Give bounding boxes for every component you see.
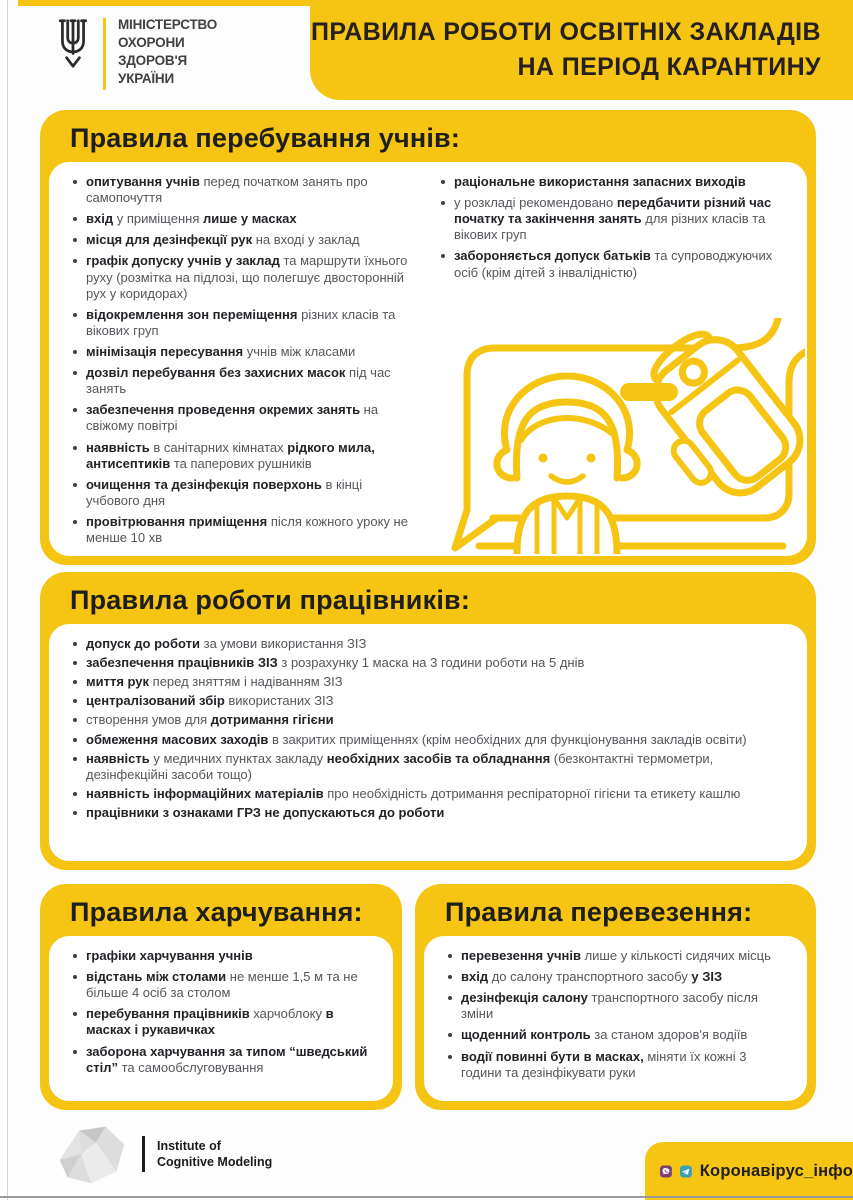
bullet-item: працівники з ознаками ГРЗ не допускаються до роботи	[69, 805, 787, 821]
bullet-item: вхід у приміщення лише у масках	[69, 211, 417, 227]
section-transport-title: Правила перевезення:	[445, 897, 753, 927]
page-title-line2: НА ПЕРІОД КАРАНТИНУ	[517, 53, 821, 81]
crumpled-paper-icon	[52, 1122, 130, 1186]
ministry-name-line: МІНІСТЕРСТВО	[118, 17, 218, 32]
section-food-body	[49, 936, 393, 1101]
bullet-item: наявність у медичних пунктах закладу необхідних засобів та обладнання (безконтактні термометри, дезінфекційні засоби тощо)	[69, 751, 787, 783]
institute-logo-divider	[142, 1136, 145, 1172]
bullet-item: опитування учнів перед початком занять про самопочуття	[69, 174, 417, 206]
transport-list	[444, 948, 787, 1081]
bullet-item: обмеження масових заходів в закритих приміщеннях (крім необхідних для функціонування закладів освіти)	[69, 732, 787, 748]
bullet-item: перевезення учнів лише у кількості сидячих місць	[444, 948, 787, 964]
ministry-name-line: УКРАЇНИ	[118, 71, 174, 87]
institute-name-line1: Institute of	[157, 1138, 221, 1153]
bullet-item: відокремлення зон переміщення різних класів та вікових груп	[69, 307, 417, 339]
students-list-left	[69, 174, 417, 548]
ministry-name	[118, 16, 217, 88]
food-list	[69, 948, 373, 1076]
bullet-item: дозвіл перебування без захисних масок під час занять	[69, 365, 417, 397]
section-workers-title: Правила роботи працівників:	[70, 585, 471, 615]
ministry-logo	[55, 16, 217, 90]
section-workers	[40, 572, 816, 870]
bullet-item: у розкладі рекомендовано передбачити різний час початку та закінчення занять для різних класів та вікових груп	[437, 195, 787, 243]
bullet-item: наявність в санітарних кімнатах рідкого мила, антисептиків та паперових рушників	[69, 440, 417, 472]
section-workers-body	[49, 624, 807, 861]
institute-name-line2: Cognitive Modeling	[157, 1155, 273, 1169]
logo-divider	[103, 18, 106, 90]
bullet-item: перебування працівників харчоблоку в масках і рукавичках	[69, 1006, 373, 1038]
viber-icon[interactable]	[660, 1158, 672, 1185]
bullet-item: графік допуску учнів у заклад та маршрути їхнього руху (розмітка на підлозі, що полегшує двосторонній рух у коридорах)	[69, 253, 417, 301]
section-food-title: Правила харчування:	[70, 897, 363, 927]
photo-left-edge	[7, 0, 8, 1200]
bullet-item: забезпечення працівників ЗІЗ з розрахунку 1 маска на 3 години роботи на 5 днів	[69, 655, 787, 671]
section-students	[40, 110, 816, 565]
bullet-item: дезінфекція салону транспортного засобу після зміни	[444, 990, 787, 1022]
institute-logo	[52, 1122, 272, 1186]
section-transport	[415, 884, 816, 1110]
bullet-item: графіки харчування учнів	[69, 948, 373, 964]
students-list-right	[437, 174, 787, 281]
channel-label: Коронавірус_інфо	[699, 1161, 853, 1180]
trident-icon	[55, 16, 91, 72]
girl-backpack-illustration	[433, 318, 805, 554]
section-students-title: Правила перебування учнів:	[70, 123, 461, 153]
bullet-item: допуск до роботи за умови використання ЗІЗ	[69, 636, 787, 652]
bullet-item: створення умов для дотримання гігієни	[69, 712, 787, 728]
title-banner	[310, 0, 853, 100]
bullet-item: провітрювання приміщення після кожного уроку не менше 10 хв	[69, 514, 417, 546]
bullet-item: місця для дезінфекції рук на вході у заклад	[69, 232, 417, 248]
institute-name	[157, 1138, 272, 1171]
section-students-body	[49, 162, 807, 556]
bullet-item: раціональне використання запасних виходів	[437, 174, 787, 190]
ministry-name-line: ЗДОРОВ'Я	[118, 53, 187, 69]
page-title-line1: ПРАВИЛА РОБОТИ ОСВІТНІХ ЗАКЛАДІВ	[311, 18, 821, 46]
channel-badge[interactable]	[645, 1142, 853, 1200]
bullet-item: мінімізація пересування учнів між класами	[69, 344, 417, 360]
photo-bottom-edge	[0, 1196, 853, 1198]
bullet-item: забезпечення проведення окремих занять на свіжому повітрі	[69, 402, 417, 434]
bullet-item: заборона харчування за типом “шведський стіл” та самообслуговування	[69, 1044, 373, 1076]
section-food	[40, 884, 402, 1110]
bullet-item: щоденний контроль за станом здоров'я водіїв	[444, 1027, 787, 1043]
bullet-item: очищення та дезінфекція поверхонь в кінці учбового дня	[69, 477, 417, 509]
workers-list	[69, 636, 787, 821]
section-transport-body	[424, 936, 807, 1101]
telegram-icon[interactable]	[680, 1158, 692, 1185]
bullet-item: централізований збір використаних ЗІЗ	[69, 693, 787, 709]
ministry-name-line: ОХОРОНИ	[118, 35, 185, 51]
bullet-item: забороняється допуск батьків та супроводжуючих осіб (крім дітей з інвалідністю)	[437, 248, 787, 280]
bullet-item: вхід до салону транспортного засобу у ЗІЗ	[444, 969, 787, 985]
bullet-item: водії повинні бути в масках, міняти їх кожні 3 години та дезінфікувати руки	[444, 1049, 787, 1081]
bullet-item: наявність інформаційних матеріалів про необхідність дотримання респіраторної гігієни та етикету кашлю	[69, 786, 787, 802]
bullet-item: миття рук перед зняттям і надіванням ЗІЗ	[69, 674, 787, 690]
bullet-item: відстань між столами не менше 1,5 м та не більше 4 осіб за столом	[69, 969, 373, 1001]
